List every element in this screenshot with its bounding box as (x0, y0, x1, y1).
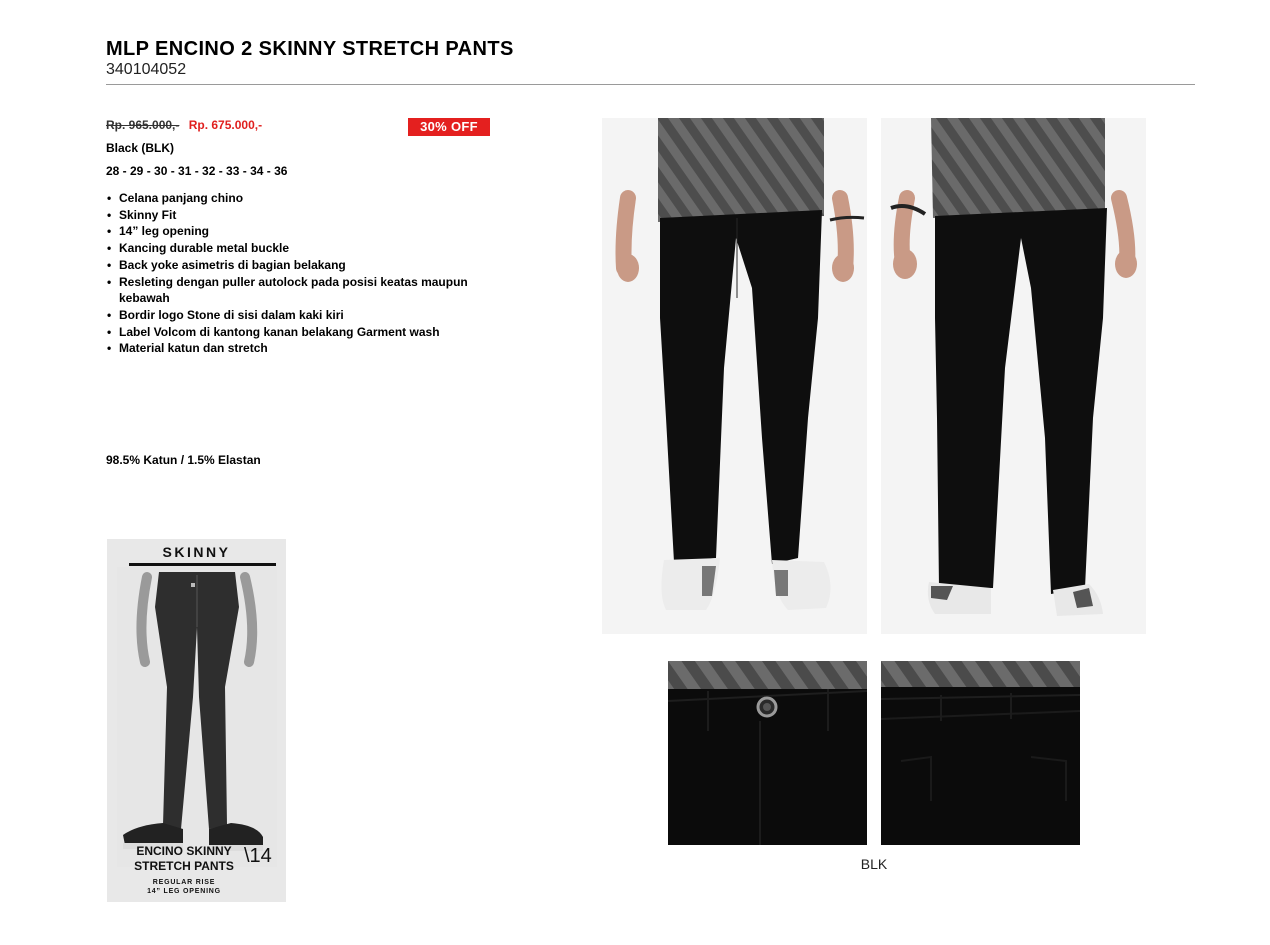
feature-item: • Skinny Fit (106, 207, 496, 224)
feature-item: • Back yoke asimetris di bagian belakang (106, 257, 496, 274)
feature-item: • Material katun dan stretch (106, 340, 496, 357)
old-price: Rp. 965.000,- (106, 118, 180, 132)
product-title: MLP ENCINO 2 SKINNY STRETCH PANTS (106, 38, 514, 60)
swatch-label: BLK (860, 856, 888, 872)
fit-rise-label: REGULAR RISE (152, 879, 216, 886)
sale-price: Rp. 675.000,- (188, 118, 263, 132)
feature-item: • 14” leg opening (106, 223, 496, 240)
fit-leg-number: \14 (244, 845, 272, 867)
fit-heading-rule (129, 563, 276, 566)
fit-pants-illustration (117, 567, 277, 867)
product-detail-front-waist (668, 661, 867, 845)
feature-list (106, 190, 496, 357)
color-name: Black (BLK) (106, 141, 175, 155)
feature-item: • Label Volcom di kantong kanan belakang Garment wash (106, 324, 496, 341)
product-detail-back-waist (881, 661, 1080, 845)
fit-leg-opening-label: 14” LEG OPENING (147, 888, 221, 895)
size-list: 28 - 29 - 30 - 31 - 32 - 33 - 34 - 36 (106, 164, 288, 178)
fit-heading: SKINNY (162, 544, 231, 560)
fit-card (107, 539, 286, 902)
fit-rise-details (129, 878, 239, 896)
product-photo-front (602, 118, 867, 634)
fit-product-name: ENCINO SKINNY STRETCH PANTS (134, 844, 234, 873)
feature-item: • Celana panjang chino (106, 190, 496, 207)
price-row (106, 118, 262, 132)
header-divider (106, 84, 1195, 85)
feature-item: • Resleting dengan puller autolock pada posisi keatas maupun kebawah (106, 274, 496, 307)
feature-item: • Bordir logo Stone di sisi dalam kaki kiri (106, 307, 496, 324)
discount-badge: 30% OFF (408, 118, 490, 136)
product-photo-back (881, 118, 1146, 634)
feature-item: • Kancing durable metal buckle (106, 240, 496, 257)
material-composition: 98.5% Katun / 1.5% Elastan (106, 453, 261, 467)
product-sku: 340104052 (106, 61, 187, 78)
